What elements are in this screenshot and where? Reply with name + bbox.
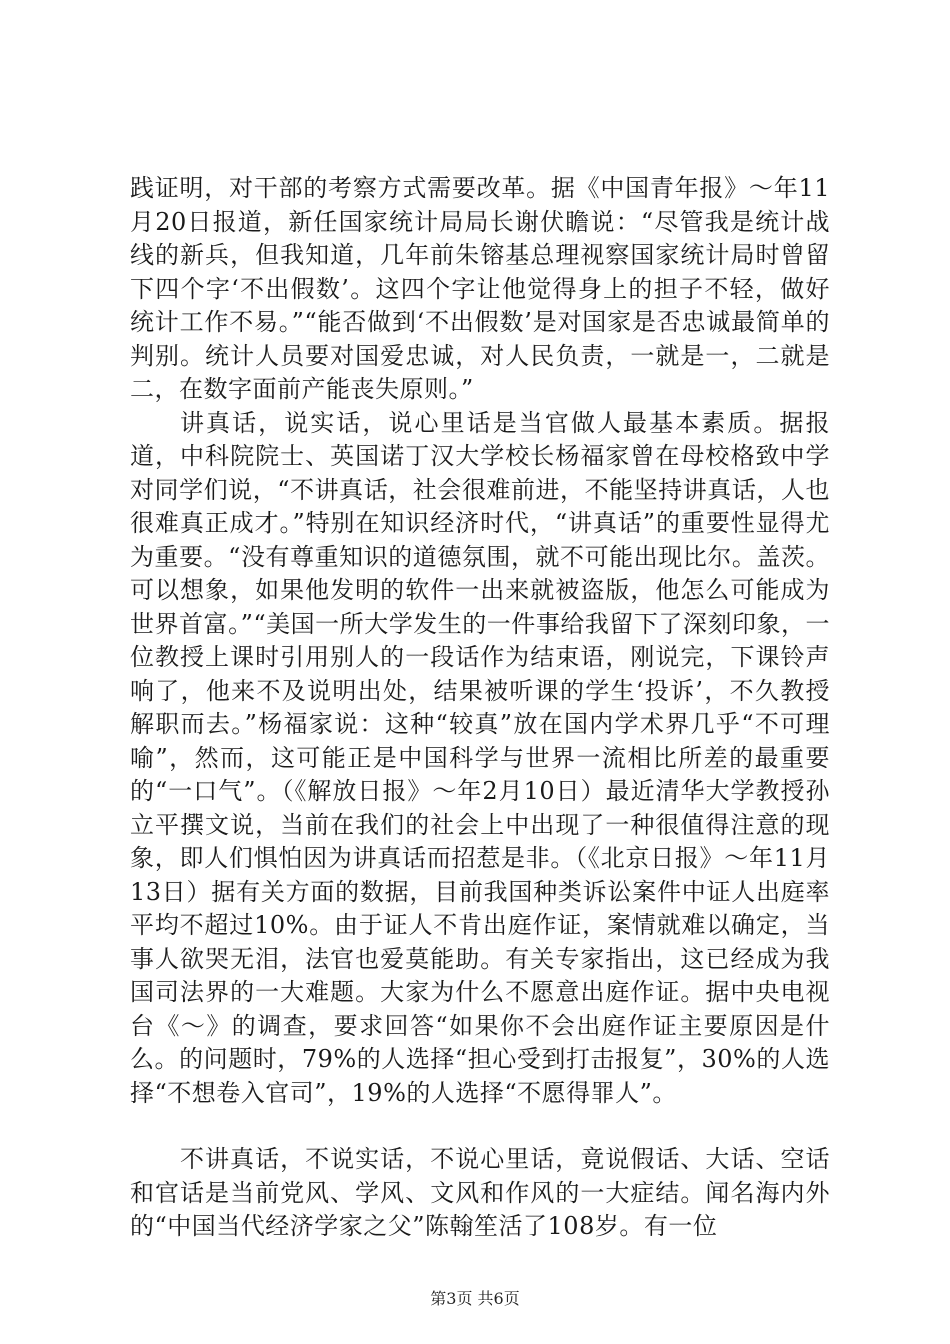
page-footer: 第3页 共6页 xyxy=(430,1289,520,1308)
document-body xyxy=(130,172,830,1244)
paragraph-3: 不讲真话，不说实话，不说心里话，竟说假话、大话、空话和官话是当前党风、学风、文风和作风的一大症结。闻名海内外的“中国当代经济学家之父”陈翰笙活了108岁。有一位 xyxy=(130,1145,830,1240)
paragraph-spacer xyxy=(130,1110,830,1143)
paragraph-1: 践证明，对干部的考察方式需要改革。据《中国青年报》～年11月20日报道，新任国家统计局局长谢伏瞻说：“尽管我是统计战线的新兵，但我知道，几年前朱镕基总理视察国家统计局时曾留下四个字‘不出假数’。这四个字让他觉得身上的担子不轻，做好统计工作不易。”“能否做到‘不出假数’是对国家是否忠诚最简单的判别。统计人员要对国爱忠诚，对人民负责，一就是一，二就是二，在数字面前产能丧失原则。” xyxy=(130,174,830,403)
paragraph-2: 讲真话，说实话，说心里话是当官做人最基本素质。据报道，中科院院士、英国诺丁汉大学校长杨福家曾在母校格致中学对同学们说，“不讲真话，社会很难前进，不能坚持讲真话，人也很难真正成才。”特别在知识经济时代，“讲真话”的重要性显得尤为重要。“没有尊重知识的道德氛围，就不可能出现比尔。盖茨。可以想象，如果他发明的软件一出来就被盗版，他怎么可能成为世界首富。”“美国一所大学发生的一件事给我留下了深刻印象，一位教授上课时引用别人的一段话作为结束语，刚说完，下课铃声响了，他来不及说明出处，结果被听课的学生‘投诉’，不久教授解职而去。”杨福家说：这种“较真”放在国内学术界几乎“不可理喻”，然而，这可能正是中国科学与世界一流相比所差的最重要的“一口气”。（《解放日报》～年2月10日）最近清华大学教授孙立平撰文说，当前在我们的社会上中出现了一种很值得注意的现象，即人们惧怕因为讲真话而招惹是非。（《北京日报》～年11月13日）据有关方面的数据，目前我国种类诉讼案件中证人出庭率平均不超过10%。由于证人不肯出庭作证，案情就难以确定，当事人欲哭无泪，法官也爱莫能助。有关专家指出，这已经成为我国司法界的一大难题。大家为什么不愿意出庭作证。据中央电视台《～》的调查，要求回答“如果你不会出庭作证主要原因是什么。的问题时，79%的人选择“担心受到打击报复”，30%的人选择“不想卷入官司”，19%的人选择“不愿得罪人”。 xyxy=(130,408,830,1107)
